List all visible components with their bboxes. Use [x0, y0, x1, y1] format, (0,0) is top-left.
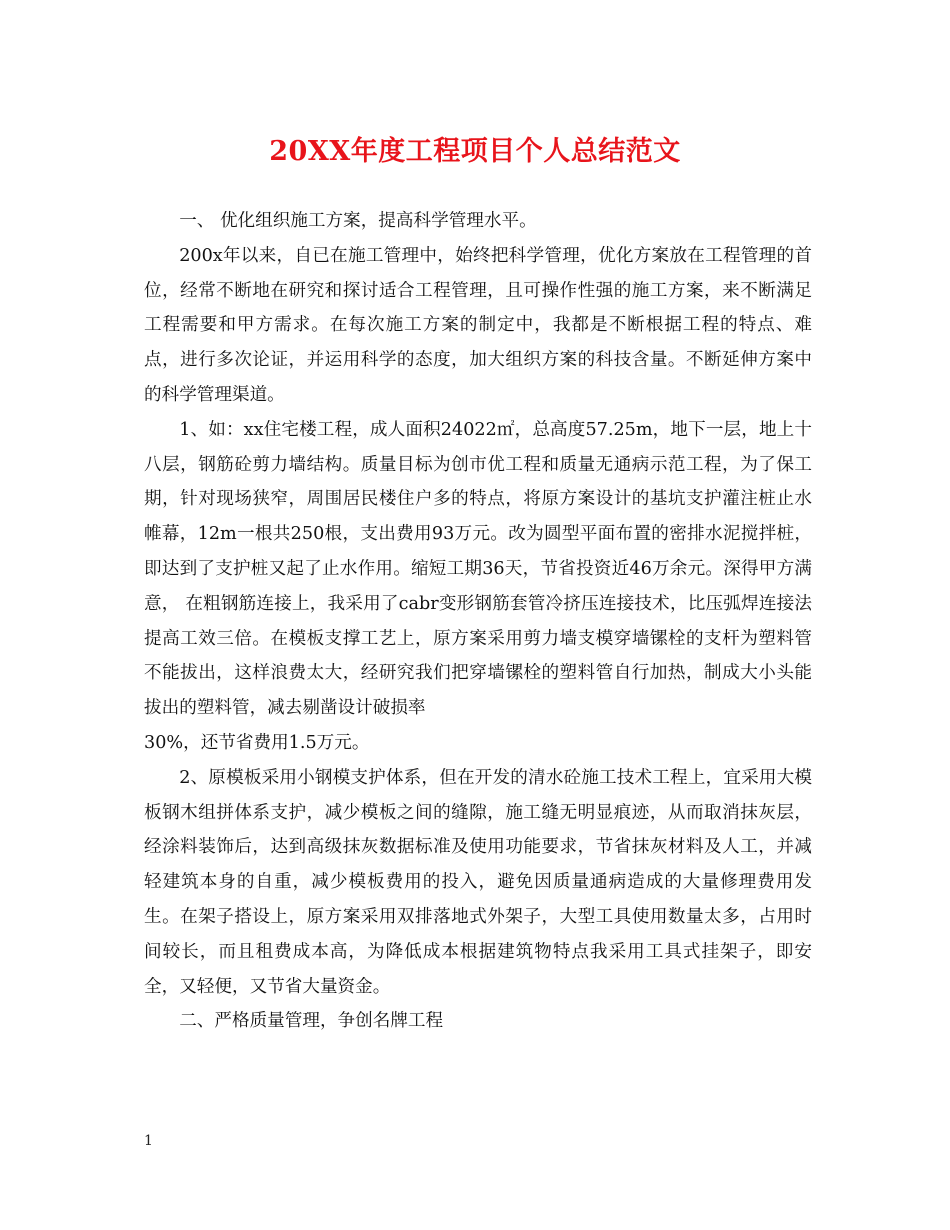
page-number: 1: [144, 1133, 153, 1149]
document-body: [144, 204, 812, 1039]
body-paragraph: 2、原模板采用小钢模支护体系，但在开发的清水砼施工技术工程上，宜采用大模板钢木组拼体系支护，减少模板之间的缝隙，施工缝无明显痕迹，从而取消抹灰层，经涂料装饰后，达到高级抹灰数据标准及使用功能要求，节省抹灰材料及人工，并减轻建筑本身的自重，减少模板费用的投入，避免因质量通病造成的大量修理费用发生。在架子搭设上，原方案采用双排落地式外架子，大型工具使用数量太多，占用时间较长，而且租费成本高，为降低成本根据建筑物特点我采用工具式挂架子，即安全，又轻便，又节省大量资金。: [144, 767, 812, 997]
body-paragraph: 200x年以来，自已在施工管理中，始终把科学管理，优化方案放在工程管理的首位，经常不断地在研究和探讨适合工程管理，且可操作性强的施工方案，来不断满足工程需要和甲方需求。在每次施工方案的制定中，我都是不断根据工程的特点、难点，进行多次论证，并运用科学的态度，加大组织方案的科技含量。不断延伸方案中的科学管理渠道。: [144, 245, 812, 405]
body-paragraph-continuation: 30%，还节省费用1.5万元。: [144, 732, 370, 753]
body-paragraph: 1、如：xx住宅楼工程，成人面积24022㎡，总高度57.25m，地下一层，地上十八层，钢筋砼剪力墙结构。质量目标为创市优工程和质量无通病示范工程，为了保工期，针对现场狭窄，周围居民楼住户多的特点，将原方案设计的基坑支护灌注桩止水帷幕，12m一根共250根，支出费用93万元。改为圆型平面布置的密排水泥搅拌桩，即达到了支护桩又起了止水作用。缩短工期36天，节省投资近46万余元。深得甲方满意， 在粗钢筋连接上，我采用了cabr变形钢筋套管冷挤压连接技术，比压弧焊连接法提高工效三倍。在模板支撑工艺上，原方案采用剪力墙支模穿墙镙栓的支杆为塑料管不能拔出，这样浪费太大，经研究我们把穿墙镙栓的塑料管自行加热，制成大小头能拔出的塑料管，减去剔凿设计破损率: [144, 419, 812, 719]
section-heading-2: 二、严格质量管理，争创名牌工程: [179, 1011, 444, 1032]
section-heading-1: 一、 优化组织施工方案，提高科学管理水平。: [179, 211, 537, 231]
document-title: 20XX年度工程项目个人总结范文: [269, 136, 681, 167]
